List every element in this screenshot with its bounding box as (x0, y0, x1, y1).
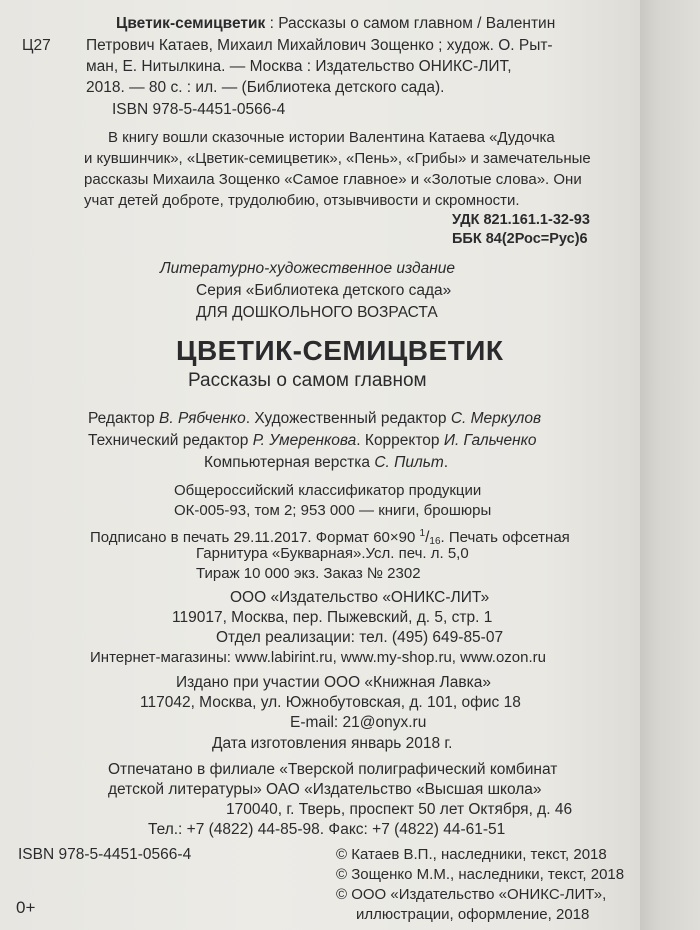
annotation-line-4: учат детей доброте, трудолюбию, отзывчивости и скромности. (84, 192, 520, 209)
bib-title: Цветик-семицветик (116, 15, 266, 32)
tech-editor-label: Технический редактор (88, 432, 253, 449)
book-subtitle: Рассказы о самом главном (188, 370, 427, 391)
okp-line-1: Общероссийский классификатор продукции (174, 482, 482, 499)
credits-line-1 (88, 409, 541, 429)
annotation-line-1: В книгу вошли сказочные истории Валентина Катаева «Дудочка (108, 129, 555, 146)
annotation-line-3: рассказы Михаила Зощенко «Самое главное» и «Золотые слова». Они (84, 171, 582, 188)
bbk-code: ББК 84(2Рос=Рус)6 (452, 231, 588, 247)
bib-code: Ц27 (22, 37, 51, 54)
tech-editor-name: Р. Умеренкова (252, 432, 357, 449)
corrector-label: . Корректор (356, 432, 444, 449)
bib-isbn: ISBN 978-5-4451-0566-4 (112, 101, 286, 118)
footer-isbn: ISBN 978-5-4451-0566-4 (18, 846, 192, 863)
layout-label: Компьютерная верстка (204, 454, 375, 471)
publisher-name: ООО «Издательство «ОНИКС-ЛИТ» (230, 589, 490, 606)
printer-phones: Тел.: +7 (4822) 44-85-98. Факс: +7 (4822) 44-61-51 (148, 821, 506, 838)
bib-line-4: 2018. — 80 с. : ил. — (Библиотека детского сада). (86, 79, 445, 96)
publisher-address: 119017, Москва, пер. Пыжевский, д. 5, стр. 1 (172, 609, 493, 626)
credits-line-3 (204, 453, 448, 473)
page-edge-shadow (640, 0, 700, 930)
art-editor-name: С. Меркулов (450, 410, 542, 427)
corrector-name: И. Гальченко (443, 432, 537, 449)
edition-type: Литературно-художественное издание (160, 260, 455, 277)
signed-suffix: . Печать офсетная (440, 529, 570, 546)
annotation-line-2: и кувшинчик», «Цветик-семицветик», «Пень», «Грибы» и замечательные (84, 150, 591, 167)
udk-code: УДК 821.161.1-32-93 (452, 212, 590, 228)
editor-label: Редактор (88, 410, 160, 427)
partner-address: 117042, Москва, ул. Южнобутовская, д. 101, офис 18 (140, 694, 521, 711)
book-title: ЦВЕТИК-СЕМИЦВЕТИК (176, 335, 504, 366)
typeface-line: Гарнитура «Букварная».Усл. печ. л. 5,0 (196, 545, 469, 562)
layout-end: . (443, 454, 449, 471)
editor-name: В. Рябченко (159, 410, 246, 427)
edition-audience: ДЛЯ ДОШКОЛЬНОГО ВОЗРАСТА (196, 304, 438, 321)
print-run-line: Тираж 10 000 экз. Заказ № 2302 (196, 565, 421, 582)
copyright-kataev: © Катаев В.П., наследники, текст, 2018 (336, 846, 607, 863)
okp-line-2: ОК-005-93, том 2; 953 000 — книги, брошюры (174, 502, 492, 519)
bib-title-rest: : Рассказы о самом главном / Валентин (265, 15, 556, 32)
edition-series: Серия «Библиотека детского сада» (196, 282, 452, 299)
printer-line-1: Отпечатано в филиале «Тверской полиграфический комбинат (108, 761, 558, 778)
bib-line-2: Петрович Катаев, Михаил Михайлович Зощенко ; худож. О. Рыт- (86, 37, 553, 54)
printer-line-2: детской литературы» ОАО «Издательство «Высшая школа» (108, 781, 542, 798)
partner-email: E-mail: 21@onyx.ru (290, 714, 427, 731)
format-fraction-num: 1 (419, 528, 426, 539)
format-fraction-den: 16 (429, 536, 441, 547)
art-editor-label: . Художественный редактор (245, 410, 451, 427)
copyright-illustrations: иллюстрации, оформление, 2018 (356, 906, 590, 923)
bib-title-line (116, 14, 555, 34)
format-fraction-sep: / (425, 529, 430, 546)
signed-prefix: Подписано в печать 29.11.2017. Формат 60×90 (90, 529, 420, 546)
manufacture-date: Дата изготовления январь 2018 г. (212, 735, 453, 752)
bib-line-3: ман, Е. Нитылкина. — Москва : Издательство ОНИКС-ЛИТ, (86, 58, 512, 75)
credits-line-2 (88, 431, 537, 451)
publisher-sales: Отдел реализации: тел. (495) 649-85-07 (216, 629, 504, 646)
copyright-publisher: © ООО «Издательство «ОНИКС-ЛИТ», (336, 886, 607, 903)
age-rating: 0+ (16, 898, 36, 917)
printer-address: 170040, г. Тверь, проспект 50 лет Октября, д. 46 (226, 801, 573, 818)
partner-line-1: Издано при участии ООО «Книжная Лавка» (176, 674, 491, 691)
layout-name: С. Пильт (374, 454, 444, 471)
copyright-zoshchenko: © Зощенко М.М., наследники, текст, 2018 (336, 866, 625, 883)
publisher-shops: Интернет-магазины: www.labirint.ru, www.my-shop.ru, www.ozon.ru (90, 649, 546, 666)
